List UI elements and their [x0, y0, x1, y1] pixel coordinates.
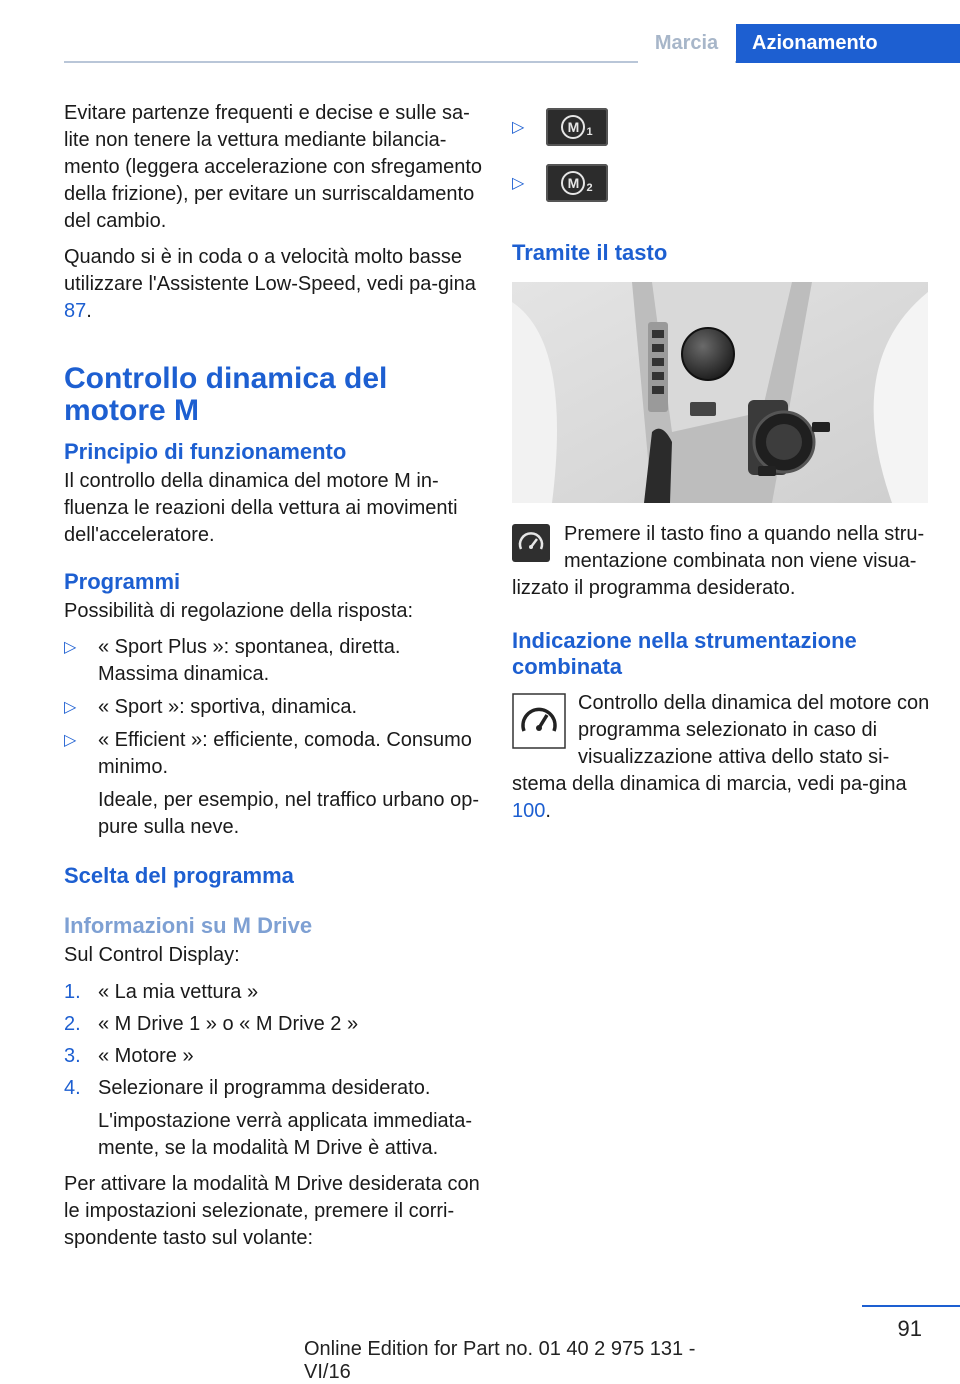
paragraph-final: Per attivare la modalità M Drive desiderata con le impostazioni selezionate, premere il corri-spondente tasto sul volante: — [64, 1173, 480, 1249]
list-item — [64, 979, 484, 1006]
heading-principio: Principio di funzionamento — [64, 439, 347, 464]
bullet-note: Ideale, per esempio, nel traffico urbano op-pure sulla neve. — [98, 789, 479, 838]
list-item — [64, 694, 484, 721]
dynamic-driving-button-icon — [512, 524, 550, 570]
list-item — [512, 108, 932, 156]
step-number: 2. — [64, 1013, 81, 1035]
triangle-bullet-icon: ▷ — [512, 119, 525, 136]
triangle-bullet-icon: ▷ — [64, 639, 77, 656]
right-column — [512, 100, 932, 825]
step-text: « La mia vettura » — [98, 981, 259, 1003]
speedometer-icon — [512, 693, 566, 757]
list-item — [64, 634, 484, 688]
m-sub: 1 — [586, 125, 593, 138]
bullet-text: « Sport Plus »: spontanea, diretta. Massima dinamica. — [98, 636, 401, 685]
list-item — [64, 1075, 484, 1102]
tab-marcia[interactable]: Marcia — [638, 24, 735, 63]
step-text: Selezionare il programma desiderato. — [98, 1077, 431, 1099]
page-link-87[interactable]: 87 — [64, 300, 87, 322]
step-text: « M Drive 1 » o « M Drive 2 » — [98, 1013, 359, 1035]
list-item — [512, 164, 932, 212]
paragraph-indicazione: Controllo della dinamica del motore con programma selezionato in caso di visualizzazione attiva dello stato si-stema della dinamica di marcia, vedi pa-gina 100. — [512, 692, 930, 822]
paragraph-clutch-warning: Evitare partenze frequenti e decise e sulle sa-lite non tenere la vettura mediante bilancia-mento (leggera accelerazione con sfregamento della frizione), per evitare un surriscaldamento del cambio. — [64, 102, 483, 232]
section-title: Controllo dinamica del motore M — [64, 362, 388, 427]
tab-azionamento[interactable]: Azionamento — [736, 24, 960, 63]
step-number: 4. — [64, 1077, 81, 1099]
triangle-bullet-icon: ▷ — [512, 175, 525, 192]
list-item — [64, 727, 484, 781]
m-drive-button-icon — [546, 108, 608, 146]
center-console-illustration — [512, 282, 928, 503]
tasto-block — [512, 521, 932, 602]
edition-note: Online Edition for Part no. 01 40 2 975 131 - VI/16 — [304, 1338, 696, 1383]
triangle-bullet-icon: ▷ — [64, 732, 77, 749]
m-drive-button-icon — [546, 164, 608, 202]
paragraph-low-speed: Quando si è in coda o a velocità molto basse utilizzare l'Assistente Low-Speed, vedi pa-gina 87. — [64, 246, 476, 322]
list-item — [64, 1011, 484, 1038]
paragraph-programmi: Possibilità di regolazione della risposta: — [64, 600, 414, 622]
left-column — [64, 100, 484, 1252]
low-speed-text: Quando si è in coda o a velocità molto basse utilizzare l'Assistente Low-Speed, vedi pa-gina — [64, 246, 476, 295]
heading-scelta: Scelta del programma — [64, 863, 294, 888]
footer-rule — [862, 1305, 960, 1307]
heading-indicazione: Indicazione nella strumentazione combinata — [512, 628, 857, 679]
heading-tasto: Tramite il tasto — [512, 240, 668, 265]
paragraph-principio: Il controllo della dinamica del motore M in-fluenza le reazioni della vettura ai movimenti dell'acceleratore. — [64, 470, 458, 546]
bullet-text: « Sport »: sportiva, dinamica. — [98, 696, 358, 718]
center-console-photo — [512, 282, 928, 503]
indicazione-text: Controllo della dinamica del motore con programma selezionato in caso di visualizzazione attiva dello stato si-stema della dinamica di marcia, vedi pa-gina — [512, 692, 930, 795]
list-item — [64, 1043, 484, 1070]
paragraph-tasto: Premere il tasto fino a quando nella stru-mentazione combinata non viene visua-lizzato il programma desiderato. — [512, 523, 925, 599]
m-letter: M — [561, 171, 585, 195]
heading-info-m-drive: Informazioni su M Drive — [64, 913, 313, 938]
indicazione-block — [512, 690, 932, 825]
m-sub: 2 — [586, 181, 593, 194]
heading-programmi: Programmi — [64, 569, 181, 594]
page-link-100[interactable]: 100 — [512, 800, 546, 822]
m-letter: M — [561, 115, 585, 139]
step-note: L'impostazione verrà applicata immediata-mente, se la modalità M Drive è attiva. — [98, 1110, 472, 1159]
step-number: 3. — [64, 1045, 81, 1067]
page-number: 91 — [897, 1316, 922, 1341]
step-text: « Motore » — [98, 1045, 194, 1067]
bullet-text: « Efficient »: efficiente, comoda. Consumo minimo. — [98, 729, 472, 778]
triangle-bullet-icon: ▷ — [64, 699, 77, 716]
paragraph-control-display: Sul Control Display: — [64, 944, 240, 966]
step-number: 1. — [64, 981, 81, 1003]
